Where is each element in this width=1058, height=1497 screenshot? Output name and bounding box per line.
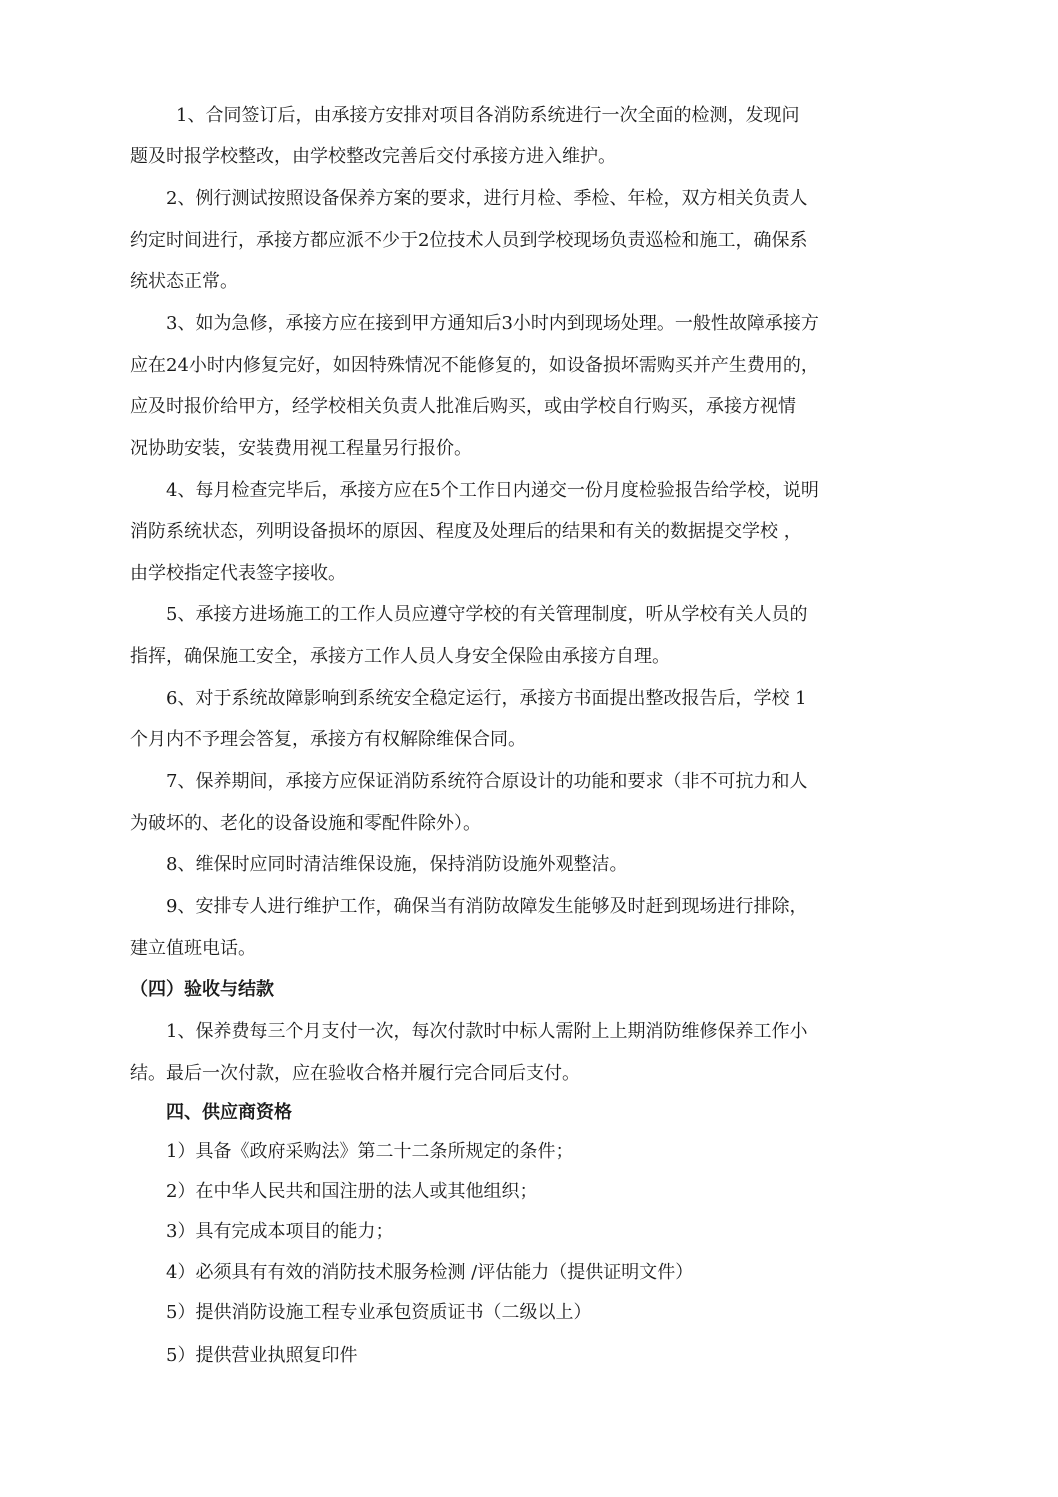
text-line: 建立值班电话。: [130, 938, 256, 959]
text-line: 由学校指定代表签字接收。: [130, 563, 346, 584]
list-item: 1）具备《政府采购法》第二十二条所规定的条件；: [166, 1141, 574, 1162]
text-line: 4、每月检查完毕后，承接方应在5个工作日内递交一份月度检验报告给学校，说明: [166, 480, 819, 501]
text-line: 8、维保时应同时清洁维保设施，保持消防设施外观整洁。: [166, 854, 628, 875]
text-line: 1、保养费每三个月支付一次，每次付款时中标人需附上上期消防维修保养工作小: [166, 1021, 808, 1042]
text-line: 统状态正常。: [130, 271, 238, 292]
text-line: 5、承接方进场施工的工作人员应遵守学校的有关管理制度，听从学校有关人员的: [166, 604, 808, 625]
list-item: 5）提供营业执照复印件: [166, 1345, 358, 1366]
text-line: 况协助安装，安装费用视工程量另行报价。: [130, 438, 472, 459]
text-line: 为破坏的、老化的设备设施和零配件除外）。: [130, 813, 481, 834]
text-line: 2、例行测试按照设备保养方案的要求，进行月检、季检、年检，双方相关负责人: [166, 188, 808, 209]
list-item: 2）在中华人民共和国注册的法人或其他组织；: [166, 1181, 538, 1202]
text-line: 应及时报价给甲方，经学校相关负责人批准后购买，或由学校自行购买，承接方视情: [130, 396, 796, 417]
section-heading: 四、供应商资格: [166, 1102, 292, 1123]
list-item: 5）提供消防设施工程专业承包资质证书（二级以上）: [166, 1302, 592, 1323]
text-line: 9、安排专人进行维护工作，确保当有消防故障发生能够及时赶到现场进行排除，: [166, 896, 808, 917]
text-line: 结。最后一次付款，应在验收合格并履行完合同后支付。: [130, 1063, 580, 1084]
text-line: 指挥，确保施工安全，承接方工作人员人身安全保险由承接方自理。: [130, 646, 670, 667]
text-line: 1、合同签订后，由承接方安排对项目各消防系统进行一次全面的检测，发现问: [176, 105, 800, 126]
section-heading: （四）验收与结款: [130, 979, 274, 1000]
list-item: 4）必须具有有效的消防技术服务检测 /评估能力（提供证明文件）: [166, 1262, 694, 1283]
text-line: 7、保养期间，承接方应保证消防系统符合原设计的功能和要求（非不可抗力和人: [166, 771, 808, 792]
text-line: 消防系统状态，列明设备损坏的原因、程度及处理后的结果和有关的数据提交学校 ，: [130, 521, 802, 542]
text-line: 个月内不予理会答复，承接方有权解除维保合同。: [130, 729, 526, 750]
text-line: 应在24小时内修复完好，如因特殊情况不能修复的，如设备损坏需购买并产生费用的，: [130, 355, 819, 376]
text-line: 约定时间进行，承接方都应派不少于2位技术人员到学校现场负责巡检和施工，确保系: [130, 230, 808, 251]
list-item: 3）具有完成本项目的能力；: [166, 1221, 394, 1242]
text-line: 题及时报学校整改，由学校整改完善后交付承接方进入维护。: [130, 146, 616, 167]
text-line: 6、对于系统故障影响到系统安全稳定运行，承接方书面提出整改报告后，学校 1: [166, 688, 807, 709]
text-line: 3、如为急修，承接方应在接到甲方通知后3小时内到现场处理。一般性故障承接方: [166, 313, 819, 334]
